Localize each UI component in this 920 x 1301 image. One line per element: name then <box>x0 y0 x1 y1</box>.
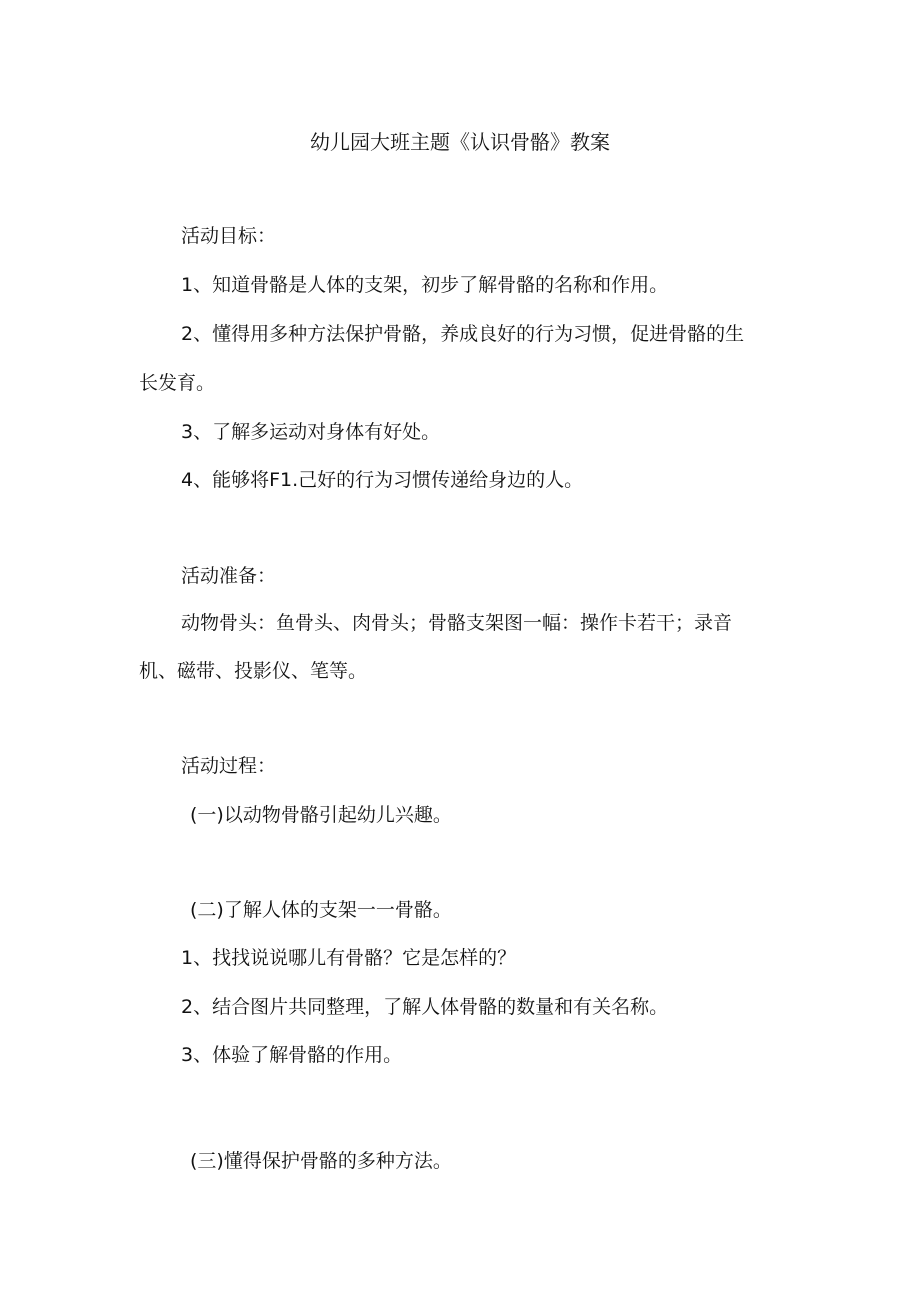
prep-line-2: 机、磁带、投影仪、笔等。 <box>139 660 368 682</box>
step-2: (二)了解人体的支架一一骨骼。 <box>190 899 452 921</box>
document-title: 幼儿园大班主题《认识骨骼》教案 <box>310 130 610 154</box>
goal-1: 1、知道骨骼是人体的支架，初步了解骨骼的名称和作用。 <box>181 274 669 296</box>
goals-heading: 活动目标： <box>181 225 277 247</box>
step-3: (三)懂得保护骨骼的多种方法。 <box>190 1150 452 1172</box>
step-2-item-2: 2、结合图片共同整理，了解人体骨骼的数量和有关名称。 <box>181 996 669 1018</box>
goal-4: 4、能够将F1.己好的行为习惯传递给身边的人。 <box>181 469 584 491</box>
goal-2-line-2: 长发育。 <box>139 372 216 394</box>
goal-3: 3、了解多运动对身体有好处。 <box>181 421 441 443</box>
goal-2-line-1: 2、懂得用多种方法保护骨骼，养成良好的行为习惯，促进骨骼的生 <box>181 323 745 345</box>
prep-line-1: 动物骨头：鱼骨头、肉骨头；骨骼支架图一幅：操作卡若干；录音 <box>181 612 733 634</box>
step-1: (一)以动物骨骼引起幼儿兴趣。 <box>190 804 452 826</box>
prep-heading: 活动准备： <box>181 565 277 587</box>
step-2-item-1: 1、找找说说哪儿有骨骼？它是怎样的？ <box>181 947 517 969</box>
process-heading: 活动过程： <box>181 755 277 777</box>
step-2-item-3: 3、体验了解骨骼的作用。 <box>181 1044 403 1066</box>
